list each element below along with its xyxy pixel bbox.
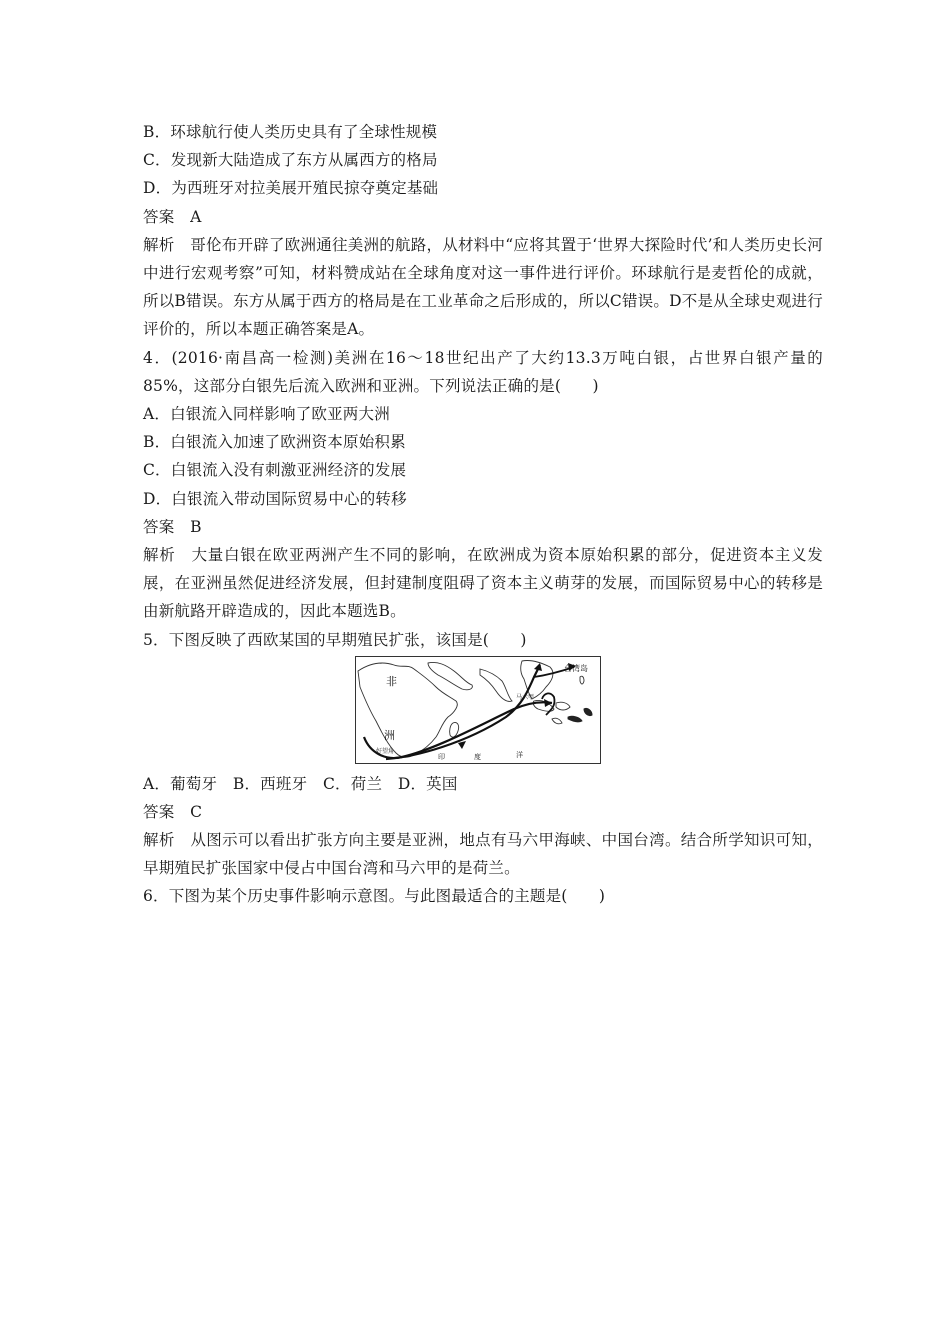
q4-option-c: C．白银流入没有刺激亚洲经济的发展 [143, 461, 407, 480]
q5-options: A．葡萄牙 B．西班牙 C．荷兰 D．英国 [143, 774, 458, 793]
q5-stem: 5．下图反映了西欧某国的早期殖民扩张，该国是( ) [143, 630, 527, 649]
q4-option-b: B．白银流入加速了欧洲资本原始积累 [143, 433, 406, 452]
island-shape [584, 708, 592, 715]
map-drawing [356, 657, 600, 763]
map-label-ocean-1: 印 [438, 752, 445, 761]
map-label-africa-2: 洲 [384, 728, 395, 742]
small-island-outline [552, 718, 562, 724]
madagascar-outline [450, 722, 459, 737]
java-shape [568, 716, 582, 722]
q4-analysis: 解析 大量白银在欧亚两洲产生不同的影响，在欧洲成为资本原始积累的部分，促进资本主义发展，在亚洲虽然促进经济发展，但封建制度阻碍了资本主义萌芽的发展，而国际贸易中心的转移是由新航路开辟造成的，因此本题选B。 [143, 545, 823, 621]
q6-stem: 6．下图为某个历史事件影响示意图。与此图最适合的主题是( ) [143, 887, 606, 906]
map-label-africa-1: 非 [386, 674, 397, 688]
q4-stem: 4．(2016·南昌高一检测)美洲在16～18世纪出产了大约13.3万吨白银，占世界白银产量的85%，这部分白银先后流入欧洲和亚洲。下列说法正确的是( ) [143, 348, 823, 395]
map-label-ocean-3: 洋 [516, 750, 523, 759]
q3-option-c: C．发现新大陆造成了东方从属西方的格局 [143, 151, 438, 170]
q4-answer: 答案 B [143, 517, 202, 536]
taiwan-outline [580, 676, 584, 684]
map-label-taiwan: 台湾岛 [564, 663, 588, 673]
q3-answer: 答案 A [143, 207, 202, 226]
q3-option-d: D．为西班牙对拉美展开殖民掠夺奠定基础 [143, 179, 439, 198]
document-page [143, 118, 823, 911]
q3-analysis: 解析 哥伦布开辟了欧洲通往美洲的航路，从材料中“应将其置于‘世界大探险时代’和人类历史长河中进行宏观考察”可知，材料赞成站在全球角度对这一事件进行评价。环球航行是麦哲伦的成就，所以B错误。东方从属于西方的格局是在工业革命之后形成的，所以C错误。D不是从全球史观进行评价的，所以本题正确答案是A。 [143, 235, 823, 339]
arrowhead-4 [458, 741, 466, 749]
q5-answer: 答案 C [143, 802, 203, 821]
q5-analysis: 解析 从图示可以看出扩张方向主要是亚洲，地点有马六甲海峡、中国台湾。结合所学知识可知，早期殖民扩张国家中侵占中国台湾和马六甲的是荷兰。 [143, 831, 823, 878]
map-label-cape: 好望角 [376, 747, 395, 755]
arrowhead-2 [534, 663, 542, 671]
colonial-expansion-map [143, 656, 823, 764]
q4-option-a: A．白银流入同样影响了欧亚两大洲 [143, 404, 390, 423]
borneo-outline [556, 702, 570, 710]
map-label-malacca: 马六甲 [516, 693, 535, 701]
map-label-ocean-2: 度 [474, 752, 481, 761]
q3-option-b: B．环球航行使人类历史具有了全球性规模 [143, 123, 438, 141]
map-frame [355, 656, 601, 764]
q4-option-d: D．白银流入带动国际贸易中心的转移 [143, 489, 407, 508]
india-outline [480, 669, 512, 701]
